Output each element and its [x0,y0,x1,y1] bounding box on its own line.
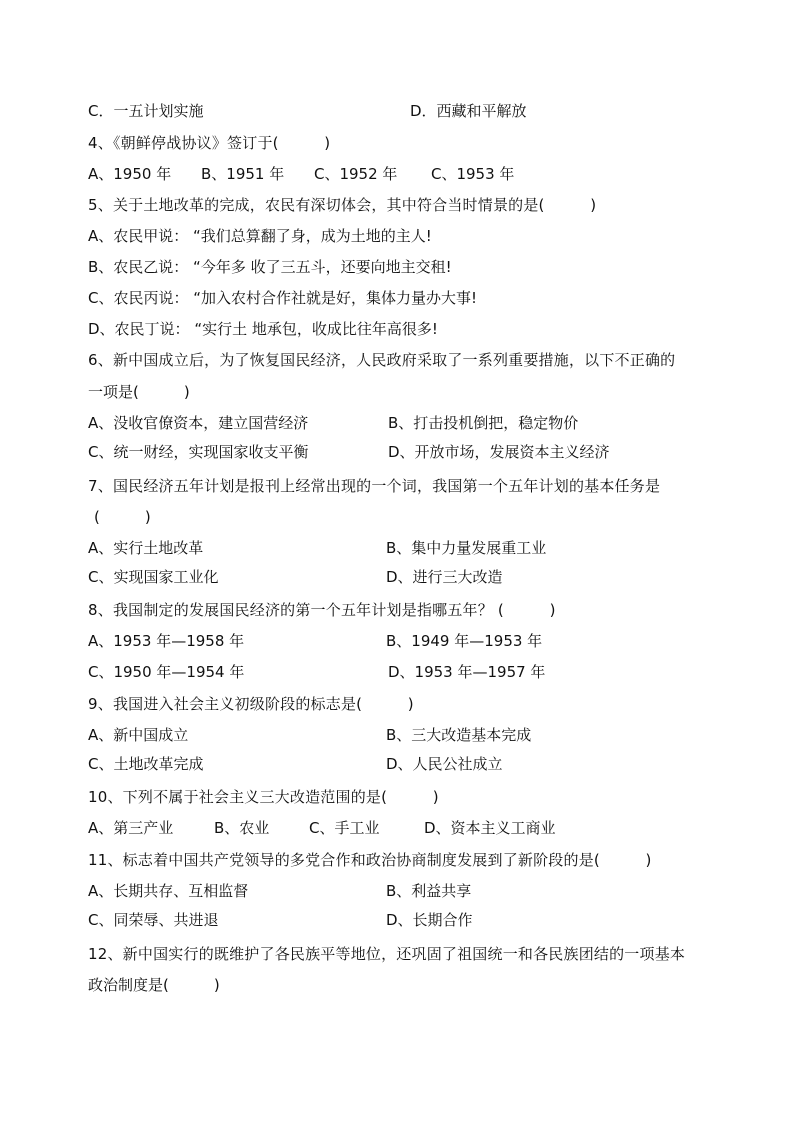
question-6-stem-line1: 6、新中国成立后，为了恢复国民经济，人民政府采取了一系列重要措施，以下不正确的 [88,351,676,369]
q4-option-a: A、1950 年 [88,165,172,183]
question-5-stem: 5、关于土地改革的完成，农民有深切体会，其中符合当时情景的是( ) [88,196,597,214]
q6-option-a: A、没收官僚资本，建立国营经济 [88,414,309,432]
q9-option-d: D、人民公社成立 [386,755,503,773]
question-7-stem-line1: 7、国民经济五年计划是报刊上经常出现的一个词，我国第一个五年计划的基本任务是 [88,477,661,495]
q8-option-d: D、1953 年—1957 年 [388,663,546,681]
q11-option-d: D、长期合作 [386,911,473,929]
q11-option-c: C、同荣辱、共进退 [88,911,219,929]
q10-option-a: A、第三产业 [88,819,174,837]
q4-option-c: C、1952 年 [314,165,398,183]
q8-option-a: A、1953 年—1958 年 [88,632,245,650]
q8-option-c: C、1950 年—1954 年 [88,663,245,681]
q6-option-c: C、统一财经，实现国家收支平衡 [88,443,309,461]
q10-option-c: C、手工业 [309,819,380,837]
question-11-stem: 11、标志着中国共产党领导的多党合作和政治协商制度发展到了新阶段的是( ) [88,851,652,869]
q5-option-c: C、农民丙说： “加入农村合作社就是好，集体力量办大事! [88,289,478,307]
q9-option-c: C、土地改革完成 [88,755,204,773]
question-9-stem: 9、我国进入社会主义初级阶段的标志是( ) [88,695,414,713]
q7-option-c: C、实现国家工业化 [88,568,219,586]
q7-option-b: B、集中力量发展重工业 [386,539,547,557]
question-4-stem: 4、《朝鲜停战协议》签订于( ) [88,134,331,152]
q5-option-a: A、农民甲说： “我们总算翻了身，成为土地的主人! [88,227,432,245]
q4-option-b: B、1951 年 [201,165,285,183]
q9-option-b: B、三大改造基本完成 [386,726,532,744]
q6-option-b: B、打击投机倒把，稳定物价 [388,414,579,432]
q5-option-d: D、农民丁说： “实行土 地承包，收成比往年高很多! [88,320,438,338]
q11-option-b: B、利益共享 [386,882,472,900]
question-8-stem: 8、我国制定的发展国民经济的第一个五年计划是指哪五年？ ( ) [88,601,556,619]
q7-option-a: A、实行土地改革 [88,539,204,557]
q10-option-b: B、农业 [214,819,270,837]
q4-option-d: C、1953 年 [431,165,515,183]
question-12-stem-line2: 政治制度是( ) [88,976,220,994]
q9-option-a: A、新中国成立 [88,726,189,744]
question-6-stem-line2: 一项是( ) [88,383,190,401]
question-12-stem-line1: 12、新中国实行的既维护了各民族平等地位，还巩固了祖国统一和各民族团结的一项基本 [88,945,686,963]
q8-option-b: B、1949 年—1953 年 [386,632,543,650]
q7-option-d: D、进行三大改造 [386,568,503,586]
q3-option-c: C．一五计划实施 [88,102,204,120]
question-7-stem-line2: ( ) [94,508,151,526]
q3-option-d: D．西藏和平解放 [410,102,527,120]
q10-option-d: D、资本主义工商业 [424,819,556,837]
q5-option-b: B、农民乙说： “今年多 收了三五斗，还要向地主交租! [88,258,452,276]
q6-option-d: D、开放市场，发展资本主义经济 [388,443,610,461]
question-10-stem: 10、下列不属于社会主义三大改造范围的是( ) [88,788,439,806]
q11-option-a: A、长期共存、互相监督 [88,882,249,900]
